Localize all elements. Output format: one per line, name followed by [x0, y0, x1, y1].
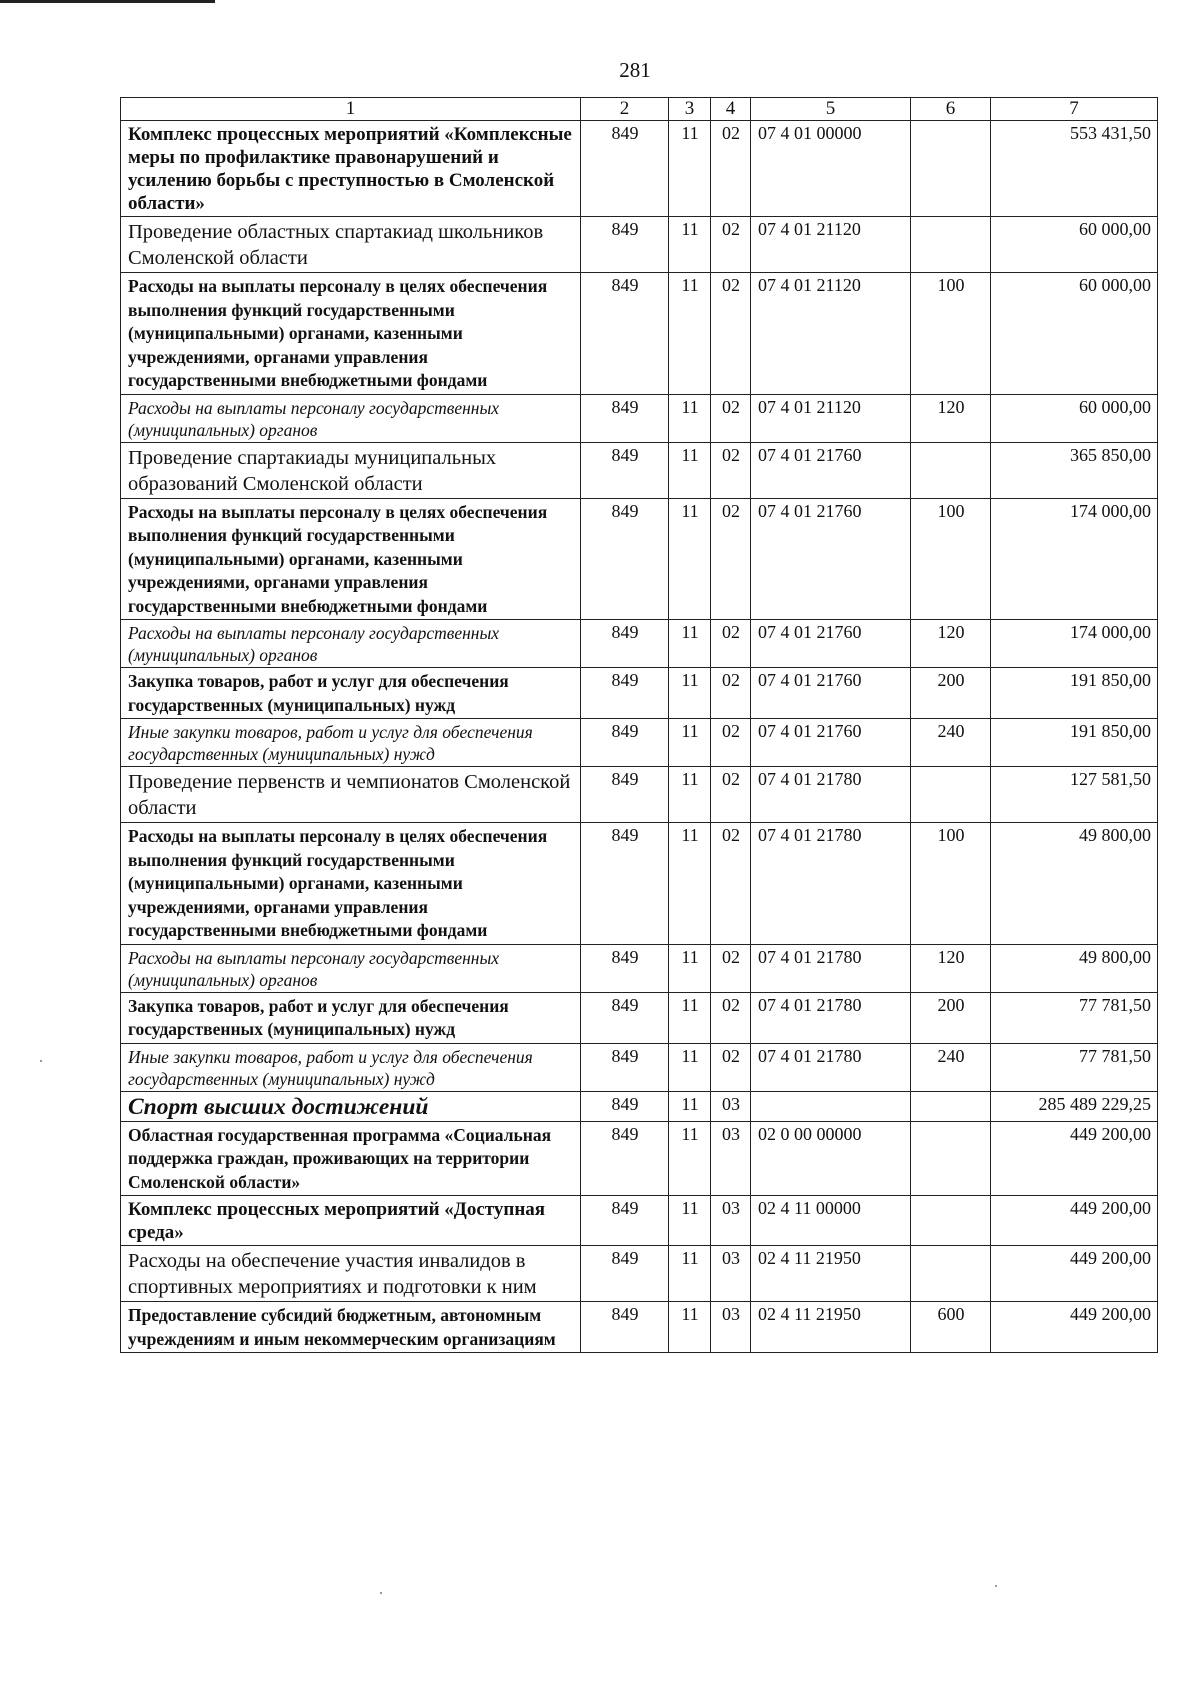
target-article-code: 02 0 00 00000	[751, 1121, 911, 1196]
subsection-code: 02	[711, 217, 751, 273]
chapter-code: 849	[581, 498, 669, 620]
amount: 285 489 229,25	[991, 1091, 1158, 1121]
top-rule	[0, 0, 215, 3]
expense-type-code	[911, 767, 991, 823]
table-row	[121, 273, 1158, 395]
item-name	[121, 823, 581, 945]
amount: 191 850,00	[991, 719, 1158, 767]
item-name-text: Расходы на выплаты персоналу в целях обеспечения выполнения функций государственными (муниципальными) органами, казенными учреждениями, органами управления государственными внебюджетными фондами	[128, 826, 548, 940]
section-code: 11	[669, 442, 711, 498]
target-article-code: 07 4 01 21780	[751, 992, 911, 1043]
subsection-code: 03	[711, 1246, 751, 1302]
subsection-code: 02	[711, 668, 751, 719]
chapter-code: 849	[581, 668, 669, 719]
table-row	[121, 767, 1158, 823]
amount: 77 781,50	[991, 1043, 1158, 1091]
subsection-code: 02	[711, 944, 751, 992]
scan-speck	[380, 1592, 382, 1594]
item-name	[121, 273, 581, 395]
item-name	[121, 1246, 581, 1302]
subsection-code: 03	[711, 1302, 751, 1353]
page-number: 281	[619, 58, 651, 82]
section-code: 11	[669, 1246, 711, 1302]
chapter-code: 849	[581, 273, 669, 395]
expense-type-code: 120	[911, 944, 991, 992]
item-name	[121, 1043, 581, 1091]
subsection-code: 02	[711, 394, 751, 442]
amount: 553 431,50	[991, 121, 1158, 217]
chapter-code: 849	[581, 1121, 669, 1196]
item-name-text: Проведение областных спартакиад школьников Смоленской области	[128, 221, 544, 269]
target-article-code: 07 4 01 21120	[751, 273, 911, 395]
item-name-text: Закупка товаров, работ и услуг для обеспечения государственных (муниципальных) нужд	[128, 995, 509, 1039]
subsection-code: 02	[711, 823, 751, 945]
item-name	[121, 394, 581, 442]
subsection-code: 02	[711, 1043, 751, 1091]
chapter-code: 849	[581, 823, 669, 945]
section-code: 11	[669, 823, 711, 945]
section-code: 11	[669, 217, 711, 273]
item-name-text: Спорт высших достижений	[128, 1093, 429, 1120]
target-article-code: 07 4 01 21760	[751, 620, 911, 668]
target-article-code: 07 4 01 21780	[751, 823, 911, 945]
item-name	[121, 668, 581, 719]
expense-type-code: 200	[911, 668, 991, 719]
table-row	[121, 620, 1158, 668]
target-article-code: 07 4 01 21760	[751, 498, 911, 620]
subsection-code: 02	[711, 442, 751, 498]
column-header: 1	[121, 98, 581, 121]
subsection-code: 02	[711, 620, 751, 668]
column-header: 2	[581, 98, 669, 121]
item-name-text: Расходы на выплаты персоналу государственных (муниципальных) органов	[128, 623, 500, 665]
table-row	[121, 1302, 1158, 1353]
target-article-code: 02 4 11 21950	[751, 1302, 911, 1353]
subsection-code: 02	[711, 767, 751, 823]
column-header: 3	[669, 98, 711, 121]
amount: 191 850,00	[991, 668, 1158, 719]
expense-type-code: 240	[911, 719, 991, 767]
subsection-code: 02	[711, 121, 751, 217]
table-row	[121, 823, 1158, 945]
table-row	[121, 668, 1158, 719]
chapter-code: 849	[581, 394, 669, 442]
expense-type-code	[911, 442, 991, 498]
item-name-text: Расходы на выплаты персоналу в целях обеспечения выполнения функций государственными (муниципальными) органами, казенными учреждениями, органами управления государственными внебюджетными фондами	[128, 501, 548, 616]
section-code: 11	[669, 273, 711, 395]
section-code: 11	[669, 668, 711, 719]
expense-type-code	[911, 1121, 991, 1196]
chapter-code: 849	[581, 121, 669, 217]
item-name	[121, 1302, 581, 1353]
section-code: 11	[669, 719, 711, 767]
item-name-text: Проведение спартакиады муниципальных образований Смоленской области	[128, 446, 497, 495]
item-name	[121, 498, 581, 620]
table-row	[121, 394, 1158, 442]
item-name	[121, 1121, 581, 1196]
item-name-text: Предоставление субсидий бюджетным, автономным учреждениям и иным некоммерческим организациям	[128, 1305, 556, 1349]
item-name	[121, 719, 581, 767]
subsection-code: 02	[711, 992, 751, 1043]
expense-type-code	[911, 217, 991, 273]
chapter-code: 849	[581, 620, 669, 668]
chapter-code: 849	[581, 1302, 669, 1353]
item-name-text: Расходы на выплаты персоналу в целях обеспечения выполнения функций государственными (муниципальными) органами, казенными учреждениями, органами управления государственными внебюджетными фондами	[128, 276, 548, 390]
section-code: 11	[669, 121, 711, 217]
table-row	[121, 719, 1158, 767]
amount: 174 000,00	[991, 620, 1158, 668]
expense-type-code	[911, 1246, 991, 1302]
expense-type-code: 600	[911, 1302, 991, 1353]
expense-type-code	[911, 1091, 991, 1121]
target-article-code	[751, 1091, 911, 1121]
section-code: 11	[669, 1121, 711, 1196]
target-article-code: 07 4 01 21780	[751, 767, 911, 823]
chapter-code: 849	[581, 944, 669, 992]
budget-table	[120, 97, 1158, 1353]
chapter-code: 849	[581, 217, 669, 273]
item-name-text: Иные закупки товаров, работ и услуг для обеспечения государственных (муниципальных) нужд	[128, 1046, 533, 1089]
item-name-text: Расходы на выплаты персоналу государственных (муниципальных) органов	[128, 397, 500, 440]
item-name	[121, 121, 581, 217]
table-row	[121, 1196, 1158, 1246]
column-header: 4	[711, 98, 751, 121]
item-name	[121, 620, 581, 668]
target-article-code: 02 4 11 00000	[751, 1196, 911, 1246]
table-row	[121, 217, 1158, 273]
item-name-text: Проведение первенств и чемпионатов Смоленской области	[128, 771, 571, 819]
table-row	[121, 121, 1158, 217]
amount: 449 200,00	[991, 1302, 1158, 1353]
target-article-code: 07 4 01 21760	[751, 668, 911, 719]
table-row	[121, 1091, 1158, 1121]
target-article-code: 07 4 01 21780	[751, 944, 911, 992]
target-article-code: 07 4 01 21760	[751, 719, 911, 767]
column-header-row	[121, 98, 1158, 121]
item-name	[121, 1091, 581, 1121]
expense-type-code: 100	[911, 273, 991, 395]
section-code: 11	[669, 1302, 711, 1353]
table-row	[121, 1121, 1158, 1196]
table-row	[121, 1043, 1158, 1091]
amount: 127 581,50	[991, 767, 1158, 823]
item-name	[121, 992, 581, 1043]
amount: 449 200,00	[991, 1196, 1158, 1246]
amount: 77 781,50	[991, 992, 1158, 1043]
expense-type-code	[911, 1196, 991, 1246]
section-code: 11	[669, 992, 711, 1043]
chapter-code: 849	[581, 767, 669, 823]
chapter-code: 849	[581, 719, 669, 767]
section-code: 11	[669, 498, 711, 620]
chapter-code: 849	[581, 1091, 669, 1121]
expense-type-code	[911, 121, 991, 217]
chapter-code: 849	[581, 1043, 669, 1091]
section-code: 11	[669, 1196, 711, 1246]
amount: 449 200,00	[991, 1121, 1158, 1196]
table-row	[121, 992, 1158, 1043]
item-name-text: Расходы на выплаты персоналу государственных (муниципальных) органов	[128, 947, 500, 990]
item-name	[121, 442, 581, 498]
section-code: 11	[669, 1091, 711, 1121]
expense-type-code: 240	[911, 1043, 991, 1091]
expense-type-code: 100	[911, 823, 991, 945]
amount: 449 200,00	[991, 1246, 1158, 1302]
column-header: 7	[991, 98, 1158, 121]
chapter-code: 849	[581, 442, 669, 498]
amount: 365 850,00	[991, 442, 1158, 498]
expense-type-code: 100	[911, 498, 991, 620]
amount: 49 800,00	[991, 823, 1158, 945]
amount: 174 000,00	[991, 498, 1158, 620]
subsection-code: 02	[711, 273, 751, 395]
scan-speck	[995, 1585, 997, 1587]
amount: 60 000,00	[991, 217, 1158, 273]
chapter-code: 849	[581, 1196, 669, 1246]
subsection-code: 03	[711, 1091, 751, 1121]
target-article-code: 07 4 01 21120	[751, 394, 911, 442]
target-article-code: 07 4 01 21120	[751, 217, 911, 273]
subsection-code: 02	[711, 498, 751, 620]
item-name-text: Комплекс процессных мероприятий «Комплексные меры по профилактике правонарушений и усилению борьбы с преступностью в Смоленской области»	[128, 124, 572, 214]
subsection-code: 02	[711, 719, 751, 767]
item-name-text: Расходы на обеспечение участия инвалидов в спортивных мероприятиях и подготовки к ним	[128, 1250, 537, 1298]
item-name-text: Областная государственная программа «Социальная поддержка граждан, проживающих на территории Смоленской области»	[128, 1124, 552, 1192]
target-article-code: 07 4 01 00000	[751, 121, 911, 217]
subsection-code: 03	[711, 1121, 751, 1196]
section-code: 11	[669, 620, 711, 668]
target-article-code: 07 4 01 21760	[751, 442, 911, 498]
item-name-text: Иные закупки товаров, работ и услуг для обеспечения государственных (муниципальных) нужд	[128, 722, 533, 764]
section-code: 11	[669, 1043, 711, 1091]
item-name	[121, 1196, 581, 1246]
table-row	[121, 944, 1158, 992]
target-article-code: 02 4 11 21950	[751, 1246, 911, 1302]
table-row	[121, 1246, 1158, 1302]
target-article-code: 07 4 01 21780	[751, 1043, 911, 1091]
expense-type-code: 120	[911, 620, 991, 668]
subsection-code: 03	[711, 1196, 751, 1246]
column-header: 5	[751, 98, 911, 121]
scan-speck	[40, 1060, 42, 1062]
table-row	[121, 442, 1158, 498]
item-name-text: Закупка товаров, работ и услуг для обеспечения государственных (муниципальных) нужд	[128, 671, 509, 715]
column-header: 6	[911, 98, 991, 121]
expense-type-code: 200	[911, 992, 991, 1043]
amount: 60 000,00	[991, 394, 1158, 442]
item-name	[121, 217, 581, 273]
item-name	[121, 944, 581, 992]
section-code: 11	[669, 767, 711, 823]
amount: 60 000,00	[991, 273, 1158, 395]
item-name-text: Комплекс процессных мероприятий «Доступная среда»	[128, 1199, 546, 1243]
chapter-code: 849	[581, 1246, 669, 1302]
chapter-code: 849	[581, 992, 669, 1043]
section-code: 11	[669, 944, 711, 992]
item-name	[121, 767, 581, 823]
section-code: 11	[669, 394, 711, 442]
amount: 49 800,00	[991, 944, 1158, 992]
expense-type-code: 120	[911, 394, 991, 442]
table-row	[121, 498, 1158, 620]
